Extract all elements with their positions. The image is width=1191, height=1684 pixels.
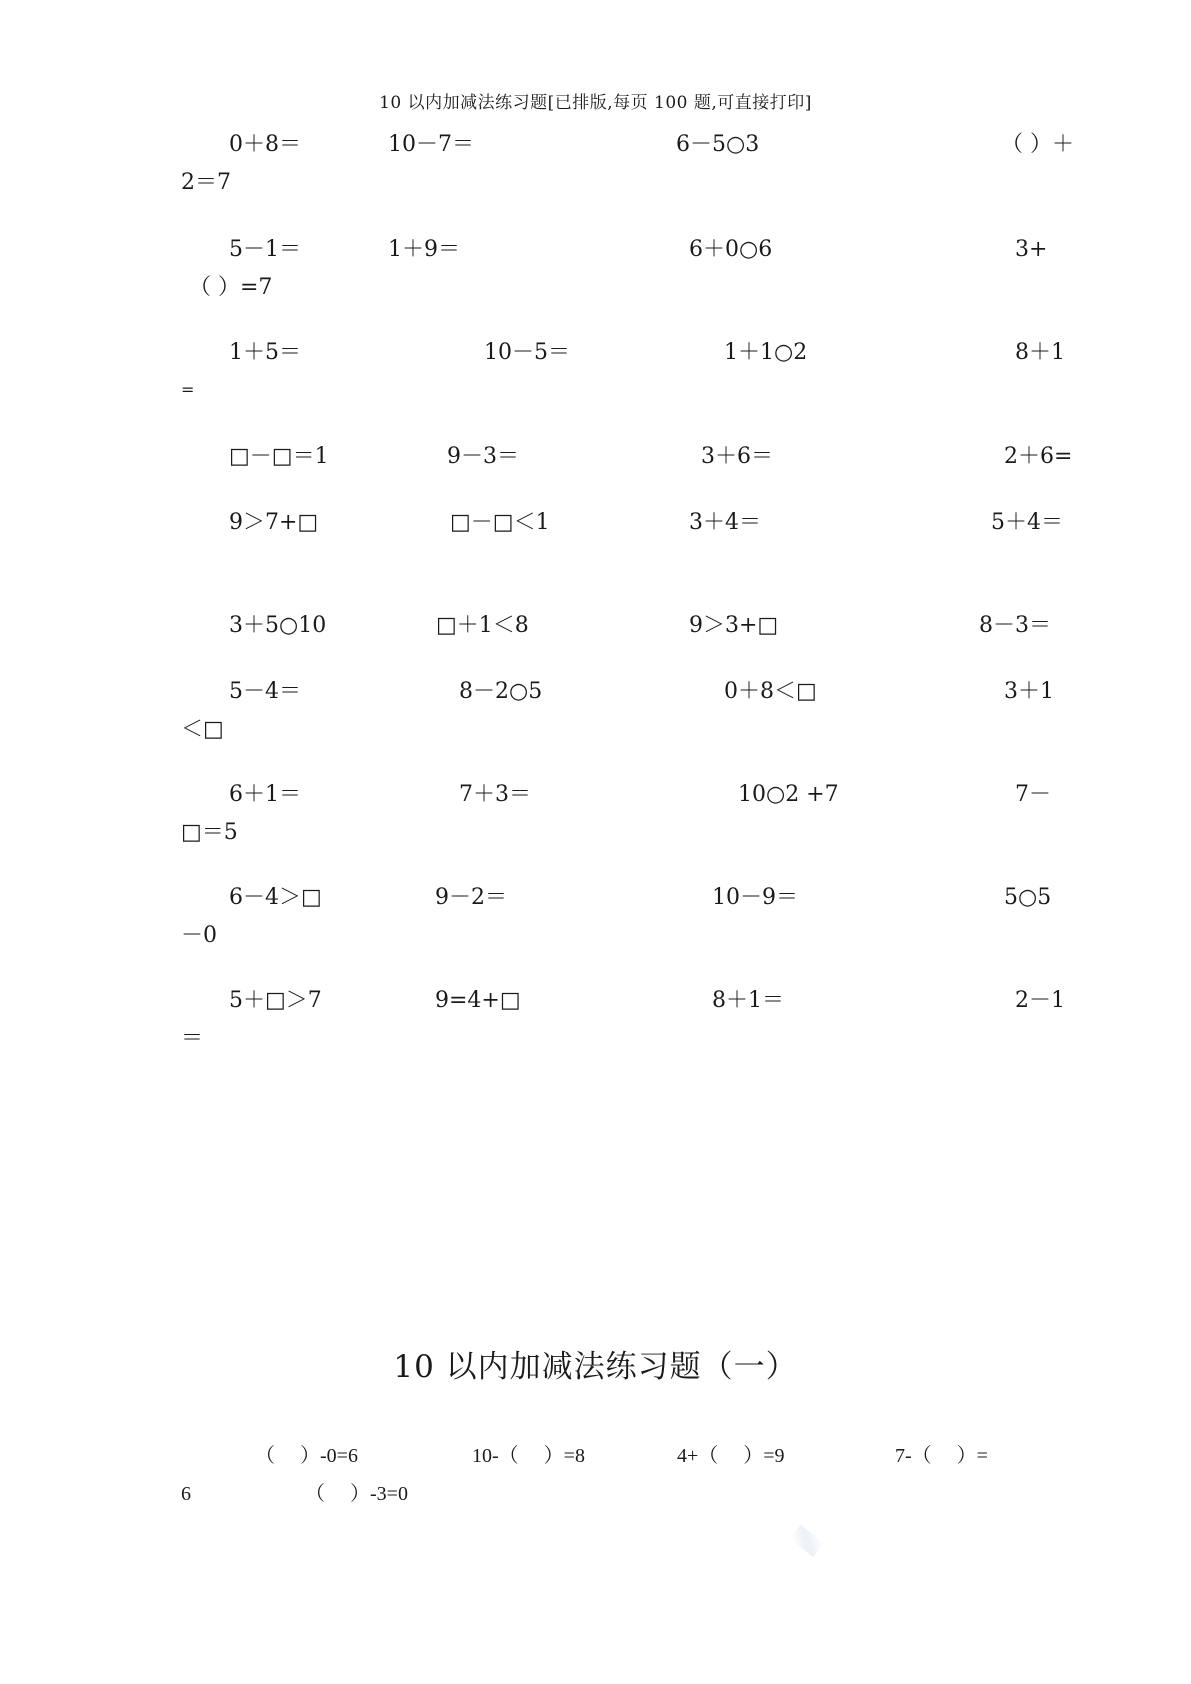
scan-mark: [790, 1525, 825, 1558]
problem: （ ）＋: [1001, 132, 1074, 157]
problem: 5＋4＝: [991, 510, 1063, 535]
problem: 2－1: [1015, 988, 1065, 1013]
problem: 1＋5＝: [229, 340, 301, 365]
problem-wrap: ＜□: [181, 717, 224, 742]
problem-wrap: 2＝7: [181, 170, 231, 195]
problem: 0＋8＝: [229, 132, 301, 157]
problem: 9－3＝: [447, 444, 519, 469]
problem: 5＋□＞7: [229, 988, 322, 1013]
problem: 10－7＝: [388, 132, 474, 157]
problem-wrap: =: [181, 380, 195, 399]
problem: 1＋9＝: [388, 237, 460, 262]
problem-wrap: （ ）=7: [189, 275, 273, 300]
problem: 5－4＝: [229, 679, 301, 704]
problem: 3＋1: [1004, 679, 1054, 704]
problem: 8－3＝: [979, 613, 1051, 638]
problem: 7＋3＝: [459, 782, 531, 807]
problem: 2＋6=: [1004, 444, 1073, 469]
problem: 10-（ ）=8: [472, 1445, 585, 1467]
problem: 10－5＝: [484, 340, 570, 365]
section-title: 10 以内加减法练习题（一）: [393, 1349, 798, 1385]
problem: 3＋6＝: [701, 444, 773, 469]
problem: 8＋1＝: [712, 988, 784, 1013]
problem: 8－2○5: [459, 679, 543, 704]
problem: 8＋1: [1015, 340, 1065, 365]
problem: □＋1＜8: [436, 613, 529, 638]
problem: 9＞7+□: [229, 510, 319, 535]
problem: 3＋5○10: [229, 613, 327, 638]
problem: 0＋8＜□: [724, 679, 817, 704]
problem: 6－4＞□: [229, 885, 322, 910]
problem: 6＋0○6: [689, 237, 773, 262]
problem: 1＋1○2: [724, 340, 808, 365]
problem: 9=4+□: [435, 988, 521, 1013]
problem: 4+（ ）=9: [677, 1445, 785, 1467]
problem: 7-（ ）=: [895, 1445, 988, 1467]
problem: 5○5: [1004, 885, 1052, 910]
problem: 9＞3+□: [689, 613, 779, 638]
problem: 6－5○3: [676, 132, 760, 157]
problem: □－□＝1: [229, 444, 329, 469]
problem: 10－9＝: [712, 885, 798, 910]
problem: □－□＜1: [450, 510, 550, 535]
problem: 7－: [1015, 782, 1051, 807]
problem: 6＋1＝: [229, 782, 301, 807]
problem: 3+: [1015, 237, 1048, 262]
problem-wrap: －0: [181, 923, 217, 948]
page-header: 10 以内加减法练习题[已排版,每页 100 题,可直接打印]: [379, 93, 812, 113]
problem-wrap: ＝: [181, 1026, 204, 1051]
problem: 6: [181, 1483, 191, 1505]
problem: 3＋4＝: [689, 510, 761, 535]
problem: 9－2＝: [435, 885, 507, 910]
problem: （ ）-3=0: [305, 1483, 408, 1505]
problem-wrap: □＝5: [181, 820, 238, 845]
problem: 5－1＝: [229, 237, 301, 262]
problem: （ ）-0=6: [255, 1445, 358, 1467]
problem: 10○2 +7: [738, 782, 839, 807]
